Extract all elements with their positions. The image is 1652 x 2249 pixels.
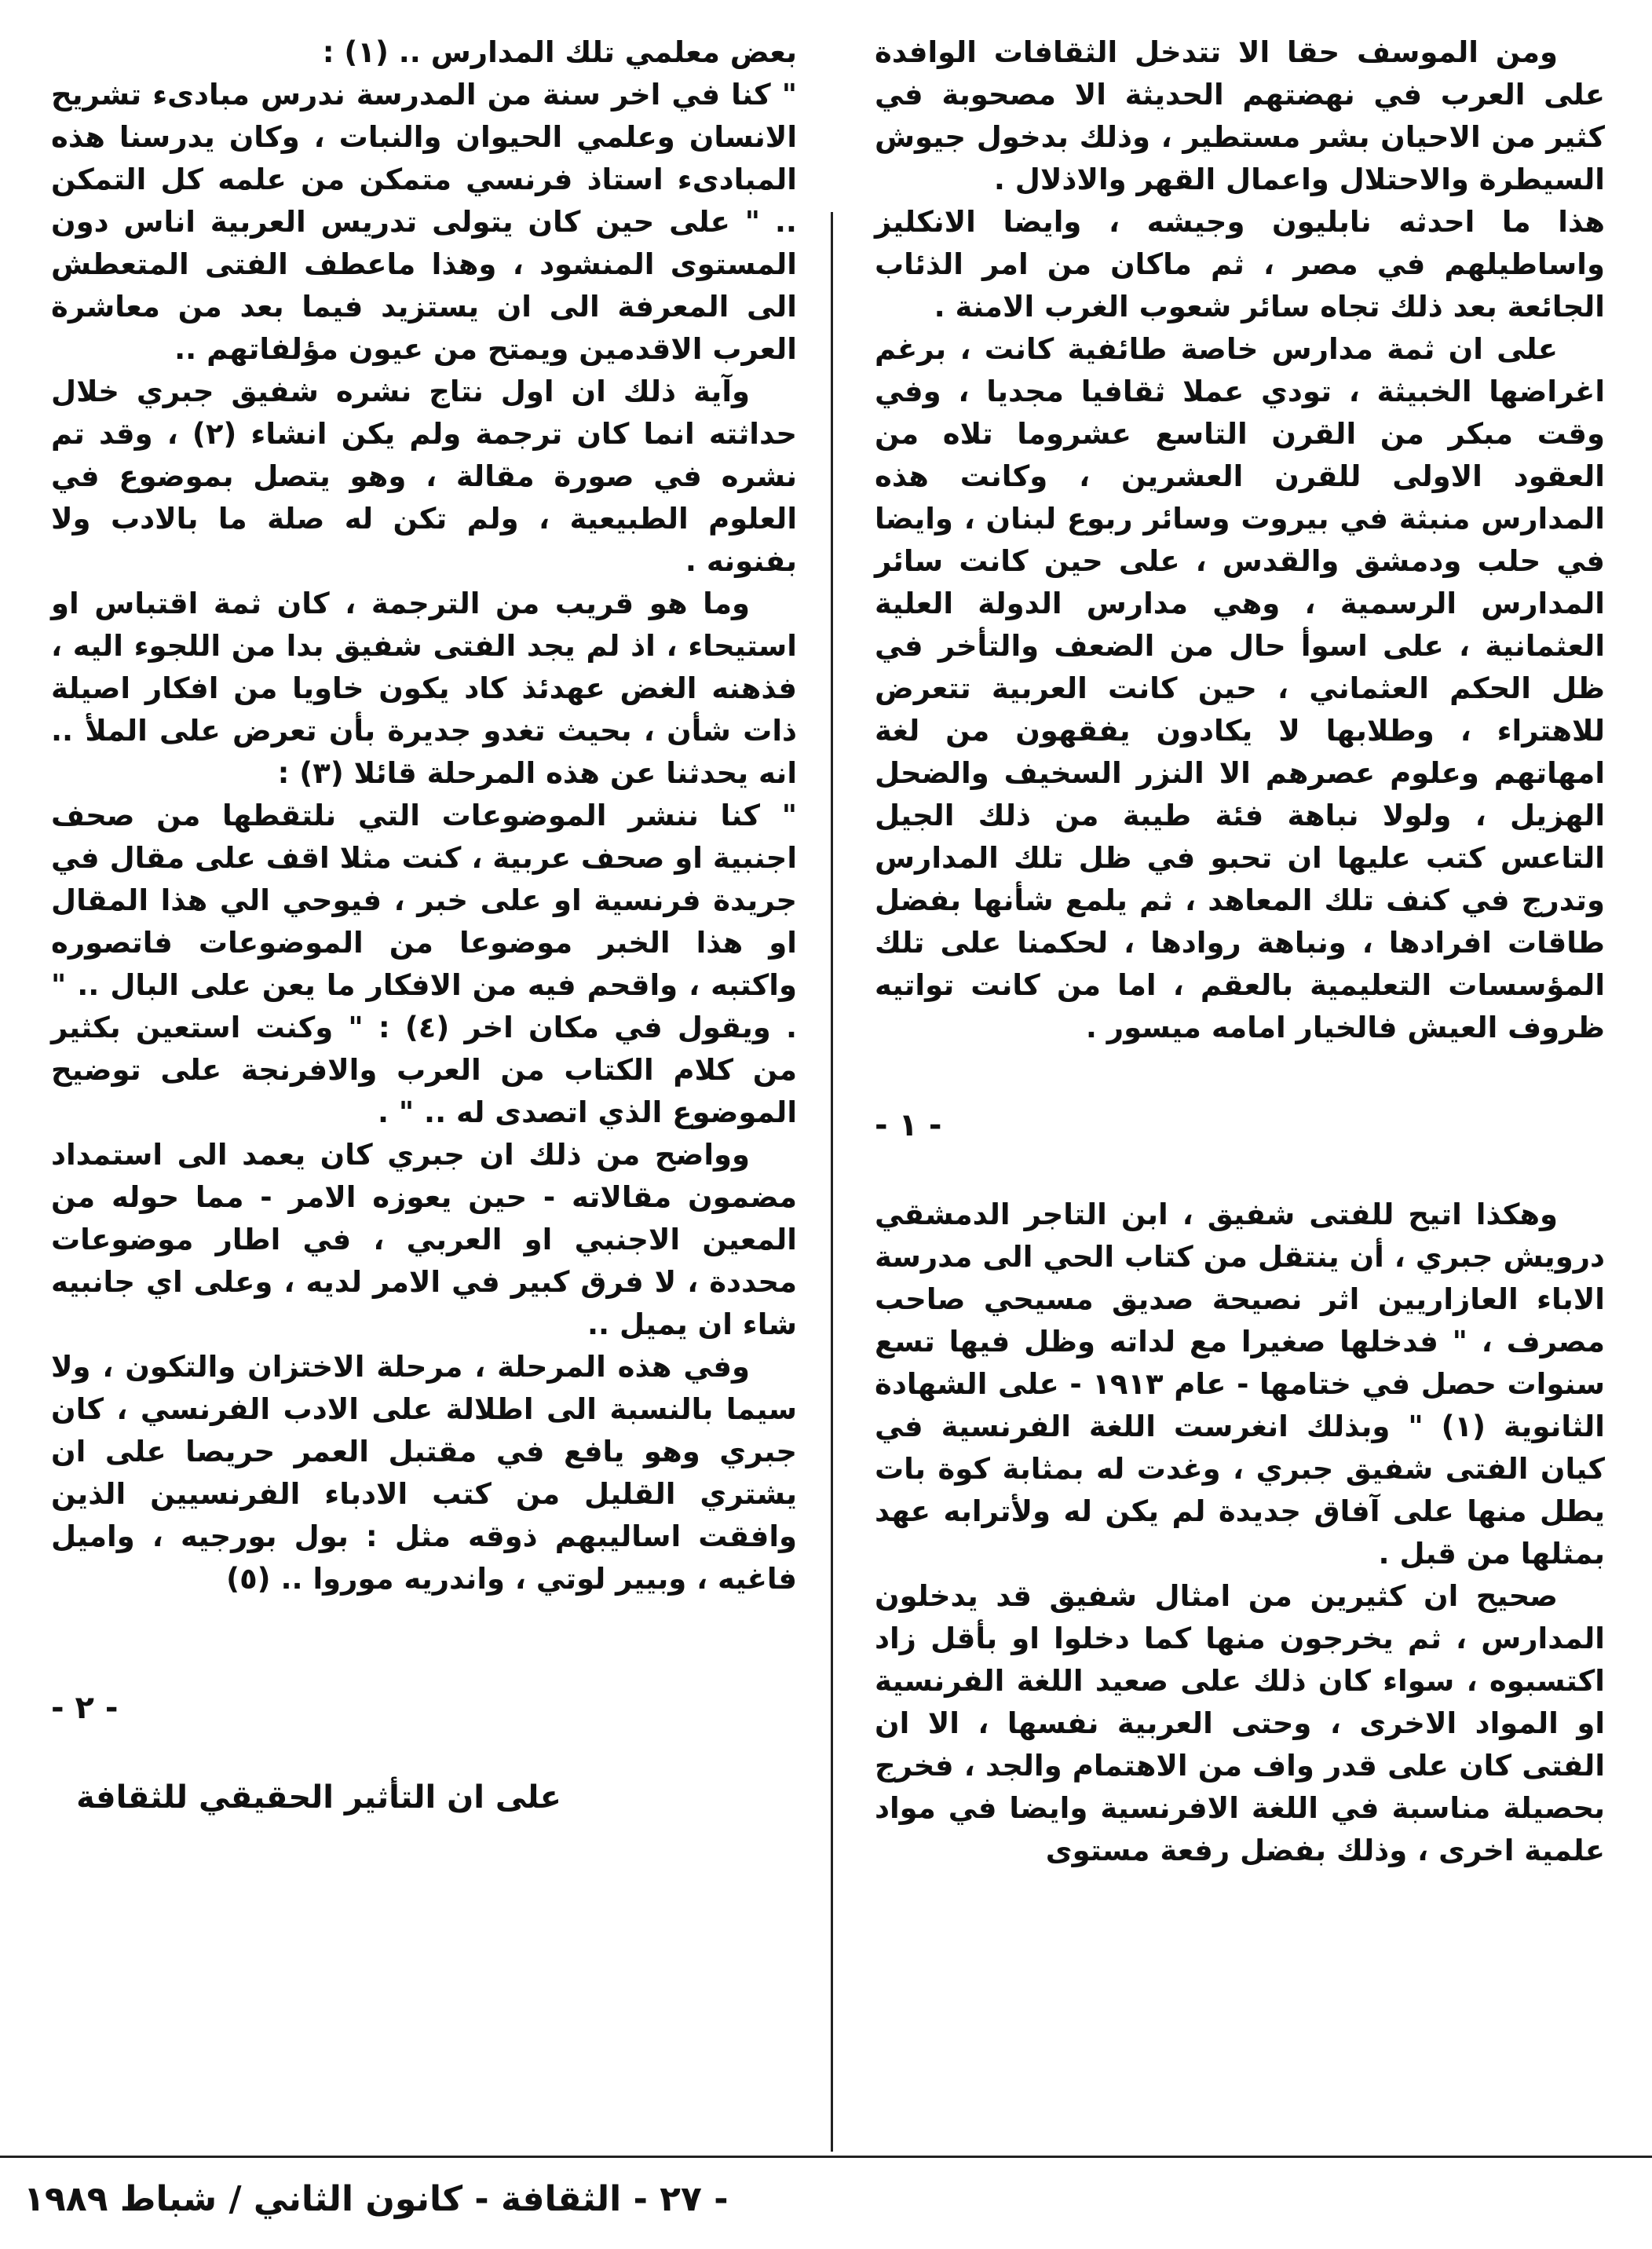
- paragraph: وفي هذه المرحلة ، مرحلة الاختزان والتكون ، ولا سيما بالنسبة الى اطلالة على الادب الفرنسي ، كان جبري وهو يافع في مقتبل العمر حريصا على ان يشتري القليل من كتب الادباء الفرنسيين الذين وافقت اساليبهم ذوقه مثل : بول بورجيه ، واميل فاغيه ، وبيير لوتي ، واندريه موروا .. (٥): [51, 1350, 797, 1596]
- paragraph: صحيح ان كثيرين من امثال شفيق قد يدخلون المدارس ، ثم يخرجون منها كما دخلوا او بأقل زاد اكتسبوه ، سواء كان ذلك على صعيد اللغة الفرنسية او المواد الاخرى ، وحتى العربية نفسها ، الا ان الفتى كان على قدر واف من الاهتمام والجد ، فخرج بحصيلة مناسبة في اللغة الافرنسية وايضا في مواد علمية اخرى ، وذلك بفضل رفعة مستوى: [875, 1579, 1605, 1867]
- section-continuation: على ان التأثير الحقيقي للثقافة: [76, 1779, 561, 1816]
- left-text-column: [51, 31, 797, 1819]
- paragraph: بعض معلمي تلك المدارس .. (١) :: [322, 35, 797, 69]
- page-footer: - ٢٧ - الثقافة - كانون الثاني / شباط ١٩٨٩: [24, 2179, 729, 2219]
- right-text-column: [875, 31, 1605, 1872]
- paragraph: وهكذا اتيح للفتى شفيق ، ابن التاجر الدمشقي درويش جبري ، أن ينتقل من كتاب الحي الى مدرسة الاباء العازاريين اثر نصيحة صديق مسيحي صاحب مصرف ، " فدخلها صغيرا مع لداته وظل فيها تسع سنوات حصل في ختامها - عام ١٩١٣ - على الشهادة الثانوية (١) " وبذلك انغرست اللغة الفرنسية في كيان الفتى شفيق جبري ، وغدت له بمثابة كوة بات يطل منها على آفاق جديدة لم يكن له ولأترابه عهد بمثلها من قبل .: [875, 1198, 1606, 1571]
- footer-rule: [0, 2156, 1652, 2158]
- quote-paragraph: " كنا ننشر الموضوعات التي نلتقطها من صحف اجنبية او صحف عربية ، كنت مثلا اقف على مقال في جريدة فرنسية او على خبر ، فيوحي الي هذا المقال او هذا الخبر موضوعا من الموضوعات فاتصوره واكتبه ، واقحم فيه من الافكار ما يعن على البال .. " . ويقول في مكان اخر (٤) : " وكنت استعين بكثير من كلام الكتاب من العرب والافرنجة على توضيح الموضوع الذي اتصدى له .. " .: [51, 799, 797, 1129]
- paragraph: وآية ذلك ان اول نتاج نشره شفيق جبري خلال حداثته انما كان ترجمة ولم يكن انشاء (٢) ، وقد تم نشره في صورة مقالة ، وهو يتصل بموضوع في العلوم الطبيعية ، ولم تكن له صلة ما بالادب ولا بفنونه .: [51, 375, 797, 578]
- quote-paragraph: " كنا في اخر سنة من المدرسة ندرس مبادىء تشريح الانسان وعلمي الحيوان والنبات ، وكان يدرسنا هذه المبادىء استاذ فرنسي متمكن من علمه كل التمكن .. " على حين كان يتولى تدريس العربية اناس دون المستوى المنشود ، وهذا ماعطف الفتى المتعطش الى المعرفة الى ان يستزيد فيما بعد من معاشرة العرب الاقدمين ويمتح من عيون مؤلفاتهم ..: [51, 78, 797, 366]
- paragraph: وواضح من ذلك ان جبري كان يعمد الى استمداد مضمون مقالاته - حين يعوزه الامر - مما حوله من المعين الاجنبي او العربي ، في اطار موضوعات محددة ، لا فرق كبير في الامر لديه ، وعلى اي جانبيه شاء ان يميل ..: [51, 1138, 797, 1341]
- section-number: - ١ -: [875, 1107, 942, 1143]
- paragraph: وما هو قريب من الترجمة ، كان ثمة اقتباس او استيحاء ، اذ لم يجد الفتى شفيق بدا من اللجوء اليه ، فذهنه الغض عهدئذ كاد يكون خاويا من افكار اصيلة ذات شأن ، بحيث تغدو جديرة بأن تعرض على الملأ .. انه يحدثنا عن هذه المرحلة قائلا (٣) :: [51, 587, 797, 790]
- paragraph: على ان ثمة مدارس خاصة طائفية كانت ، برغم اغراضها الخبيثة ، تودي عملا ثقافيا مجديا ، وفي وقت مبكر من القرن التاسع عشروما تلاه من العقود الاولى للقرن العشرين ، وكانت هذه المدارس منبثة في بيروت وسائر ربوع لبنان ، وايضا في حلب ودمشق والقدس ، على حين كانت سائر المدارس الرسمية ، وهي مدارس الدولة العلية العثمانية ، على اسوأ حال من الضعف والتأخر في ظل الحكم العثماني ، حين كانت العربية تتعرض للاهتراء ، وطلابها لا يكادون يفقهون من لغة امهاتهم وعلوم عصرهم الا النزر السخيف والضحل الهزيل ، ولولا نباهة فئة طيبة من ذلك الجيل التاعس كتب عليها ان تحبو في ظل تلك المدارس وتدرج في كنف تلك المعاهد ، ثم يلمع شأنها بفضل طاقات افرادها ، ونباهة روادها ، لحكمنا على تلك المؤسسات التعليمية بالعقم ، اما من كانت تواتيه ظروف العيش فالخيار امامه ميسور .: [875, 332, 1605, 1044]
- section-number: - ٢ -: [51, 1690, 119, 1726]
- paragraph: ومن الموسف حقا الا تتدخل الثقافات الوافدة على العرب في نهضتهم الحديثة الا مصحوبة في كثير من الاحيان بشر مستطير ، وذلك بدخول جيوش السيطرة والاحتلال واعمال القهر والاذلال .: [875, 35, 1605, 196]
- column-divider: [831, 212, 833, 2152]
- paragraph: هذا ما احدثه نابليون وجيشه ، وايضا الانكليز واساطيلهم في مصر ، ثم ماكان من امر الذئاب الجائعة بعد ذلك تجاه سائر شعوب الغرب الامنة .: [875, 205, 1605, 324]
